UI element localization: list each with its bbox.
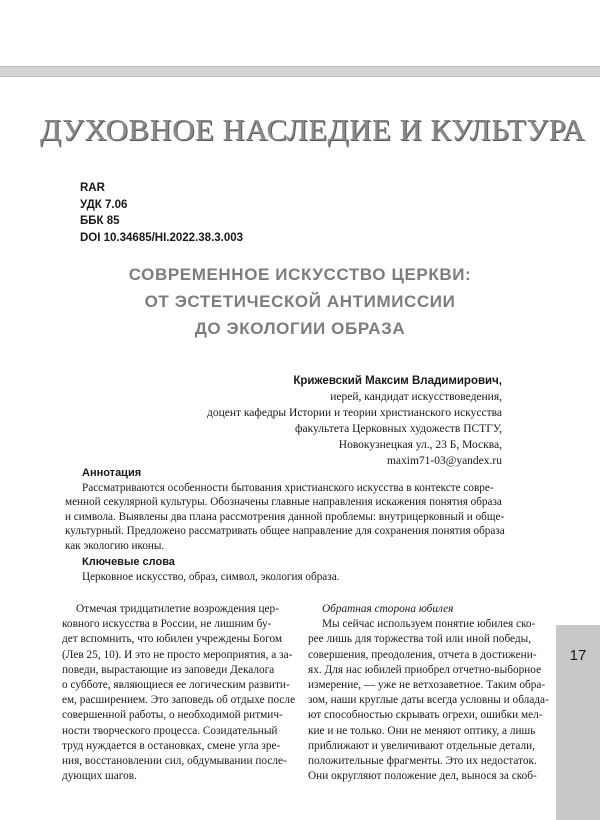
body-line: Они округляют положение дел, вынося за скоб- [308,770,537,783]
title-line: СОВРЕМЕННОЕ ИСКУССТВО ЦЕРКВИ: [128,265,472,284]
body-line: приближают и увеличивают отдельные детали, [308,739,535,752]
abstract-text [65,481,505,554]
body-line: кие и не только. Они не меняют оптику, а лишь [308,724,536,737]
page-side-tab [556,625,600,820]
page-number: 17 [569,647,587,664]
author-line: иерей, кандидат искусствоведения, [330,391,502,403]
author-line: Новокузнецкая ул., 23 Б, Москва, [338,439,502,451]
body-line: дет вспомнить, что юбилеи учреждены Богом [62,633,283,646]
abstract-line: культурный. Предложено рассматривать общее направление для сохранения понятия образа [65,525,505,537]
title-line: ДО ЭКОЛОГИИ ОБРАЗА [194,319,406,338]
body-line: дующих шагов. [62,770,137,783]
body-line: о субботе, являющиеся ее логическим развити- [62,679,290,692]
abstract-heading: Аннотация [82,467,142,479]
body-column-left [62,602,296,784]
author-email[interactable]: maxim71-03@yandex.ru [386,455,502,467]
body-line: ния, восстановлении сил, обдумывании после- [62,755,287,768]
abstract-line: и символа. Выявлены два плана рассмотрения данной проблемы: внутрицерковный и обще- [65,510,505,523]
body-line: ности творческого процесса. Созидательный [62,724,278,737]
keywords-text: Церковное искусство, образ, символ, экология образа. [82,570,340,583]
body-line: ют способностью скрывать огрехи, ошибки мел- [308,709,543,722]
abstract-line: менной секулярной культуры. Обозначены главные направления искажения понятия образа [65,496,502,508]
body-column-right [308,602,549,784]
abstract-block [65,466,505,584]
udk-code: УДК 7.06 [80,198,128,211]
body-line: совершения, преодоления, отчета в достижени- [308,648,537,661]
body-line: ем, расширением. Это заповедь об отдыхе после [62,694,296,707]
author-line: факультета Церковных художеств ПСТГУ, [295,423,502,435]
body-line: (Лев 25, 10). И это не просто мероприятия, а за- [62,648,293,661]
body-line: измерение, — уже не ветхозаветное. Таким обра- [308,679,546,692]
abstract-line: как экологию иконы. [65,539,165,552]
author-name: Крижевский Максим Владимирович, [293,375,502,387]
bbk-code: ББК 85 [80,215,120,227]
body-line: положительные фрагменты. Это их недостаток. [308,755,537,768]
body-line: поведи, вырастающие из заповеди Декалога [62,663,275,676]
body-line: ях. Для нас юбилей приобрел отчетно-выборное [308,663,542,676]
abstract-line: Рассматриваются особенности бытования христианского искусства в контексте совре- [82,481,494,494]
article-metadata [80,180,243,246]
body-line: Отмечая тридцатилетие возрождения цер- [76,603,279,615]
section-subheading: Обратная сторона юбилея [322,603,454,615]
language-code: RAR [80,182,105,194]
header-band [0,66,600,77]
doi-link[interactable]: DOI 10.34685/HI.2022.38.3.003 [80,231,244,244]
body-line: ковного искусства в России, не лишним бу- [62,618,272,631]
author-line: доцент кафедры Истории и теории христианского искусства [206,407,502,419]
keywords-heading: Ключевые слова [82,556,175,568]
body-line: труд нуждается в остановках, смене угла зре- [62,739,281,752]
body-line: Мы сейчас используем понятие юбилея ско- [322,618,536,631]
article-title [60,261,540,342]
title-line: ОТ ЭСТЕТИЧЕСКОЙ АНТИМИССИИ [144,292,456,311]
body-line: совершенной работы, о необходимой ритмич- [62,709,283,722]
author-block [207,373,502,469]
body-line: зом, наши круглые даты всегда условны и облада- [308,694,549,707]
journal-section-title: ДУХОВНОЕ НАСЛЕДИЕ И КУЛЬТУРА [40,112,586,147]
body-line: рее лишь для торжества той или иной победы, [308,633,532,646]
